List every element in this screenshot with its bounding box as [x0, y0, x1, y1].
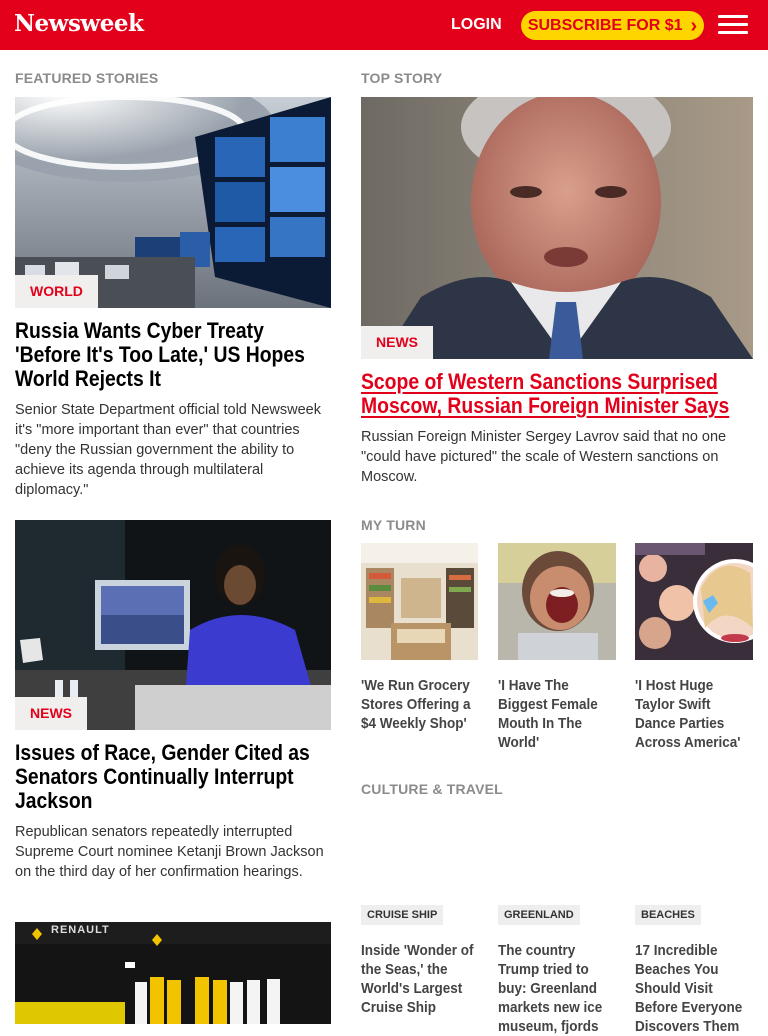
- story-tag[interactable]: NEWS: [361, 326, 433, 359]
- culture-tag[interactable]: GREENLAND: [498, 905, 580, 925]
- story-tag[interactable]: WORLD: [15, 275, 98, 308]
- top-story-heading: TOP STORY: [361, 70, 443, 86]
- subscribe-label: SUBSCRIBE FOR $1: [527, 16, 683, 34]
- story-headline[interactable]: Russia Wants Cyber Treaty 'Before It's Too Late,' US Hopes World Rejects It: [15, 318, 305, 391]
- big-mouth-image: [498, 543, 616, 660]
- login-link[interactable]: LOGIN: [451, 16, 502, 33]
- featured-stories-heading: FEATURED STORIES: [15, 70, 159, 86]
- top-story-headline[interactable]: Scope of Western Sanctions Surprised Moscow, Russian Foreign Minister Says: [361, 369, 730, 418]
- culture-title[interactable]: The country Trump tried to buy: Greenland markets new ice museum, fjords: [498, 942, 603, 1035]
- culture-title[interactable]: 17 Incredible Beaches You Should Visit Before Everyone Discovers Them: [635, 942, 743, 1035]
- chevron-right-icon: ›: [690, 14, 698, 37]
- my-turn-title[interactable]: 'I Have The Biggest Female Mouth In The World': [498, 677, 598, 751]
- top-story-description: Russian Foreign Minister Sergey Lavrov said that no one "could have pictured" the scale of Western sanctions on Moscow.: [361, 429, 727, 485]
- my-turn-image-mouth[interactable]: [498, 543, 616, 660]
- dance-party-image: [635, 543, 753, 660]
- my-turn-title[interactable]: 'I Host Huge Taylor Swift Dance Parties Across America': [635, 677, 741, 751]
- culture-travel-heading: CULTURE & TRAVEL: [361, 781, 503, 797]
- story-image-renault[interactable]: [15, 922, 331, 1024]
- my-turn-image-grocery[interactable]: [361, 543, 478, 660]
- hamburger-menu-icon[interactable]: [718, 15, 748, 35]
- site-header: [0, 0, 768, 50]
- renault-team-image: [15, 922, 331, 1024]
- culture-tag[interactable]: BEACHES: [635, 905, 701, 925]
- subscribe-button[interactable]: [521, 11, 704, 40]
- story-headline[interactable]: Issues of Race, Gender Cited as Senators Continually Interrupt Jackson: [15, 740, 310, 813]
- my-turn-heading: MY TURN: [361, 517, 426, 533]
- newsweek-logo[interactable]: Newsweek: [14, 10, 144, 37]
- my-turn-title[interactable]: 'We Run Grocery Stores Offering a $4 Weekly Shop': [361, 677, 471, 732]
- lavrov-portrait-image: [361, 97, 753, 359]
- renault-wordmark: RENAULT: [51, 924, 110, 936]
- story-tag[interactable]: NEWS: [15, 697, 87, 730]
- grocery-store-image: [361, 543, 478, 660]
- my-turn-image-dance-party[interactable]: [635, 543, 753, 660]
- culture-tag[interactable]: CRUISE SHIP: [361, 905, 443, 925]
- story-description: Republican senators repeatedly interrupted Supreme Court nominee Ketanji Brown Jackson on the third day of her confirmation hearings.: [15, 824, 324, 880]
- top-story-image[interactable]: [361, 97, 753, 359]
- story-description: Senior State Department official told Newsweek it's "more important than ever" that countries "deny the Russian government the ability to achieve its agenda through multilateral diplomacy.": [15, 402, 321, 498]
- culture-title[interactable]: Inside 'Wonder of the Seas,' the World's Largest Cruise Ship: [361, 942, 474, 1016]
